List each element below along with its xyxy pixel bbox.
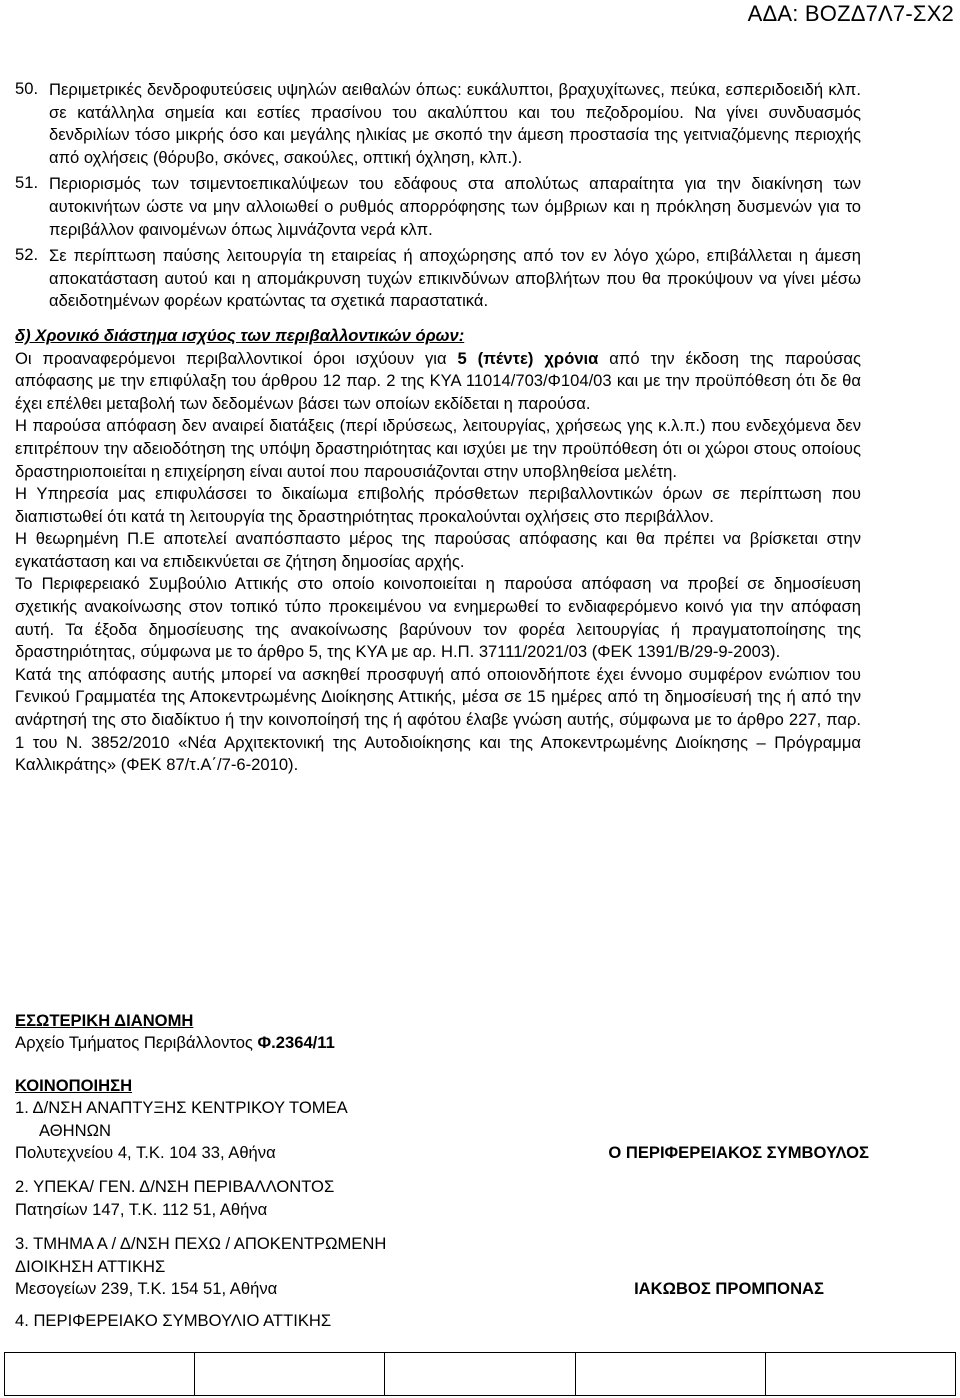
item-number: 51.: [15, 173, 39, 193]
document-body: [15, 79, 861, 777]
file-number: Φ.2364/11: [257, 1033, 335, 1053]
item-text: Περιμετρικές δενδροφυτεύσεις υψηλών αειθαλών όπως: ευκάλυπτοι, βραχυχίτωνες, πεύκα, εσπεριδοειδή κλπ. σε κατάλληλα σημεία και εστίες πρασίνου του ακαλύπτου και του πεζοδρομίου. Να γίνει συνδυασμός δενδριλίων τόσο μικρής όσο και μεγάλης ηλικίας με σκοπό την άμεση προστασία της γειτνιαζόμενης περιοχής από οχλήσεις (θόρυβο, σκόνες, σακούλες, οπτική όχληση, κλπ.).: [49, 80, 861, 167]
recipient-4: 4. ΠΕΡΙΦΕΡΕΙΑΚΟ ΣΥΜΒΟΥΛΙΟ ΑΤΤΙΚΗΣ: [15, 1311, 332, 1331]
footer-table: [4, 1352, 956, 1396]
ada-code: ΑΔΑ: ΒΟΖΔ7Λ7-ΣΧ2: [747, 1, 954, 26]
item-number: 52.: [15, 245, 39, 265]
internal-distribution-title: ΕΣΩΤΕΡΙΚΗ ΔΙΑΝΟΜΗ: [15, 1011, 194, 1030]
footer-cell: [576, 1353, 766, 1395]
section-d-paragraph-5: Το Περιφερειακό Συμβούλιο Αττικής στο οποίο κοινοποιείται η παρούσα απόφαση να προβεί σε δημοσίευση σχετικής ανακοίνωσης στον τοπικό τύπο προκειμένου να ενημερωθεί το ενδιαφερόμενο κοινό για την απόφαση αυτή. Τα έξοδα δημοσίευσης της ανακοίνωσης βαρύνουν τον φορέα λειτουργίας ή πραγματοποίησης της δραστηριότητας, σύμφωνα με το άρθρο 5, της ΚΥΑ με αρ. Η.Π. 37111/2021/03 (ΦΕΚ 1391/Β/29-9-2003).: [15, 574, 861, 662]
footer-cell: [5, 1353, 195, 1395]
recipient-3-address-row: [15, 1278, 824, 1300]
notification-title: ΚΟΙΝΟΠΟΙΗΣΗ: [15, 1075, 133, 1095]
footer-cell: [195, 1353, 385, 1395]
archive-text: Αρχείο Τμήματος Περιβάλλοντος: [15, 1033, 258, 1053]
recipient-2-address: Πατησίων 147, Τ.Κ. 112 51, Αθήνα: [15, 1199, 268, 1219]
section-d-paragraph-4: Η θεωρημένη Π.Ε αποτελεί αναπόσπαστο μέρος της παρούσας απόφασης και θα πρέπει να βρίσκεται στην εγκατάσταση και να επιδεικνύεται σε ζήτηση δημοσίας αρχής.: [15, 529, 861, 571]
footer-cell: [766, 1353, 955, 1395]
item-text: Σε περίπτωση παύσης λειτουργία τη εταιρείας ή αποχώρησης από τον εν λόγο χώρο, επιβάλλεται η άμεση αποκατάσταση αυτού και η απομάκρυνση τυχών επικινδύνων αποβλήτων που θα προκύψουν να γίνει μέσω αδειδοτημένων φορέων κρατώντας τα σχετικά παραστατικά.: [49, 246, 861, 311]
p1-bold-duration: 5 (πέντε) χρόνια: [457, 348, 599, 368]
p1-text: Οι προαναφερόμενοι περιβαλλοντικοί όροι ισχύουν για: [15, 348, 458, 368]
recipient-3-cont: ΔΙΟΙΚΗΣΗ ΑΤΤΙΚΗΣ: [15, 1256, 166, 1276]
p1-text-rest: από την έκδοση της παρούσας απόφασης με την επιφύλαξη του άρθρου 12 παρ. 2 της ΚΥΑ 11014/703/Φ104/03 και με την προϋπόθεση ότι δε θα έχει επέλθει μεταβολή των δεδομένων βάσει των οποίων εκδίδεται η παρούσα.: [15, 348, 861, 413]
recipient-1: 1. Δ/ΝΣΗ ΑΝΑΠΤΥΞΗΣ ΚΕΝΤΡΙΚΟΥ ΤΟΜΕΑ: [15, 1098, 348, 1118]
recipient-1-address: Πολυτεχνείου 4, Τ.Κ. 104 33, Αθήνα: [15, 1143, 276, 1163]
list-item-51: [15, 173, 861, 241]
internal-distribution-line: [15, 1032, 915, 1054]
footer-cell: [385, 1353, 575, 1395]
signatory-role: Ο ΠΕΡΙΦΕΡΕΙΑΚΟΣ ΣΥΜΒΟΥΛΟΣ: [608, 1143, 869, 1163]
item-text: Περιορισμός των τσιμεντοεπικαλύψεων του εδάφους στα απολύτως απαραίτητα για την διακίνηση των αυτοκινήτων ώστε να μην αλλοιωθεί ο ρυθμός απορρόφησης των όμβριων και η πρόκληση δυσμενών για το περιβάλλον φαινομένων όπως λιμνάζοντα νερά κλπ.: [49, 174, 861, 239]
section-d-paragraph-3: Η Υπηρεσία μας επιφυλάσσει το δικαίωμα επιβολής πρόσθετων περιβαλλοντικών όρων σε περίπτωση που διαπιστωθεί ότι κατά τη λειτουργία της δραστηριότητας προκαλούνται οχλήσεις στο περιβάλλον.: [15, 484, 861, 526]
section-d-paragraph-6: Κατά της απόφασης αυτής μπορεί να ασκηθεί προσφυγή από οποιονδήποτε έχει έννομο συμφέρον ενώπιον του Γενικού Γραμματέα της Αποκεντρωμένης Διοίκησης Αττικής, μέσα σε 15 ημέρες από τη δημοσίευσή της ή από την ανάρτησή της στο διαδίκτυο ή την κοινοποίησή της ή αφότου έλαβε γνώση αυτής, σύμφωνα με το άρθρο 227, παρ. 1 του Ν. 3852/2010 «Νέα Αρχιτεκτονική της Αυτοδιοίκησης και της Αποκεντρωμένης Διοίκησης – Πρόγραμμα Καλλικράτης» (ΦΕΚ 87/τ.Α΄/7-6-2010).: [15, 664, 861, 775]
list-item-50: [15, 79, 861, 169]
signatory-name: ΙΑΚΩΒΟΣ ΠΡΟΜΠΟΝΑΣ: [634, 1279, 824, 1299]
recipient-3: 3. ΤΜΗΜΑ Α / Δ/ΝΣΗ ΠΕΧΩ / ΑΠΟΚΕΝΤΡΩΜΕΝΗ: [15, 1234, 387, 1254]
recipient-3-address: Μεσογείων 239, Τ.Κ. 154 51, Αθήνα: [15, 1279, 278, 1299]
section-d-title: δ) Χρονικό διάστημα ισχύος των περιβαλλοντικών όρων:: [15, 325, 465, 345]
recipient-1-address-row: [15, 1142, 869, 1164]
section-d-paragraph-1: [15, 348, 861, 416]
distribution-block: [15, 1010, 915, 1333]
item-number: 50.: [15, 79, 39, 98]
section-d-paragraph-2: Η παρούσα απόφαση δεν αναιρεί διατάξεις (περί ιδρύσεως, λειτουργίας, χρήσεως γης κ.λ.π.) που ενδεχόμενα δεν επιτρέπουν την αδειοδότηση της υπόψη δραστηριότητας και ισχύει με την προϋπόθεση ότι οι χώροι στους οποίους δραστηριοποιείται η επιχείρηση είναι αυτοί που παρουσιάζονται στην υποβληθείσα μελέτη.: [15, 416, 861, 481]
recipient-1-cont: ΑΘΗΝΩΝ: [39, 1120, 111, 1140]
list-item-52: [15, 245, 861, 313]
recipient-2: 2. ΥΠΕΚΑ/ ΓΕΝ. Δ/ΝΣΗ ΠΕΡΙΒΑΛΛΟΝΤΟΣ: [15, 1177, 335, 1197]
